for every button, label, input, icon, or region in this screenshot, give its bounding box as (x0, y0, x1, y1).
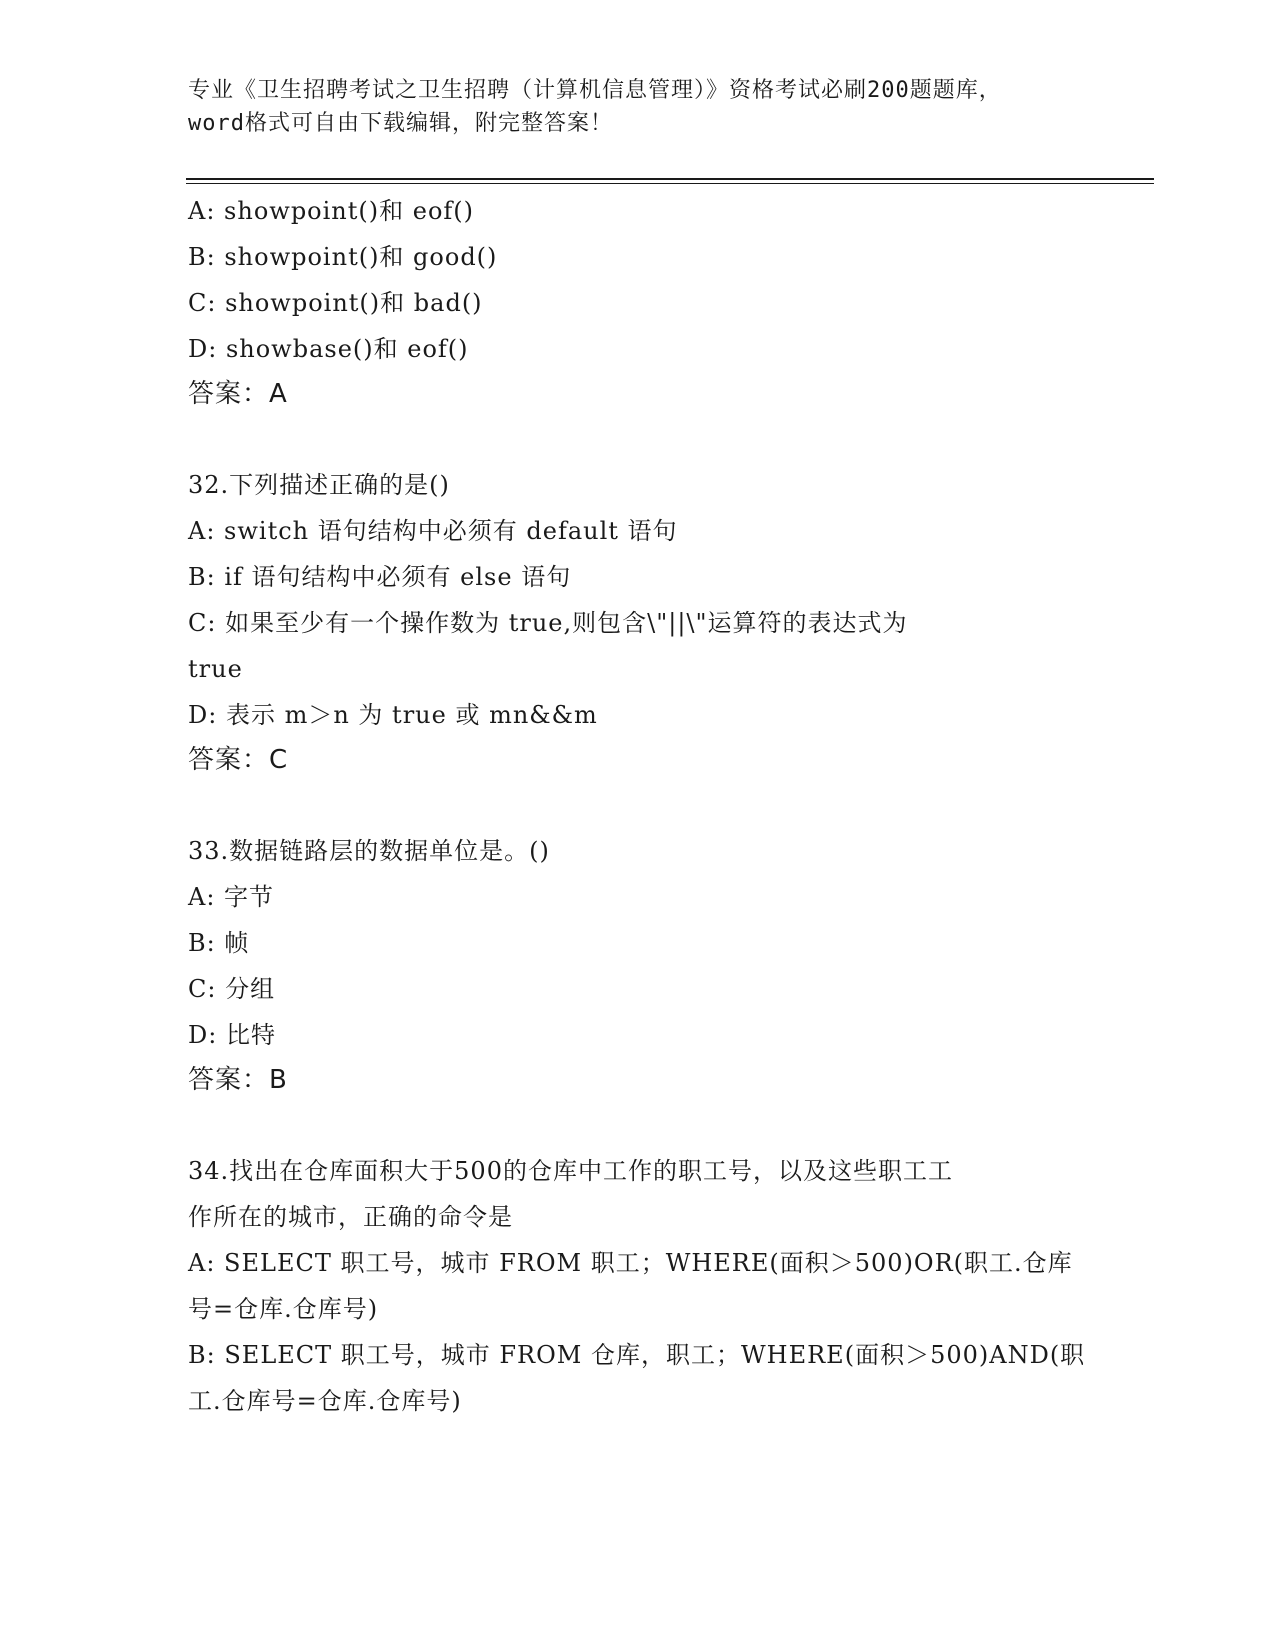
option-b: B: showpoint()和 good() (188, 243, 498, 271)
header-title-line-2: word格式可自由下载编辑，附完整答案！ (188, 111, 613, 136)
spacer (188, 416, 1088, 462)
option-a: A: SELECT 职工号，城市 FROM 职工；WHERE(面积＞500)OR(职工.仓库 (188, 1249, 1073, 1277)
header-divider-thin (186, 183, 1154, 184)
question-33 (188, 828, 1088, 1102)
question-32 (188, 462, 1088, 782)
header-divider-thick (186, 178, 1154, 180)
option-a: A: 字节 (188, 883, 275, 911)
answer-line: 答案：A (188, 379, 288, 409)
option-a-continued: 号=仓库.仓库号) (188, 1295, 379, 1323)
question-text-continued: 作所在的城市，正确的命令是 (188, 1203, 513, 1231)
option-b: B: SELECT 职工号，城市 FROM 仓库，职工；WHERE(面积＞500)AND(职 (188, 1341, 1086, 1369)
option-d: D: showbase()和 eof() (188, 335, 469, 363)
question-text: 33.数据链路层的数据单位是。() (188, 837, 550, 865)
answer-line: 答案：C (188, 745, 289, 775)
option-b: B: if 语句结构中必须有 else 语句 (188, 563, 572, 591)
option-b: B: 帧 (188, 929, 250, 957)
option-d: D: 比特 (188, 1021, 276, 1049)
option-a: A: showpoint()和 eof() (188, 197, 475, 225)
document-header (188, 74, 1088, 140)
question-text: 32.下列描述正确的是() (188, 471, 450, 499)
option-c: C: 如果至少有一个操作数为 true,则包含\"||\"运算符的表达式为 (188, 609, 908, 637)
question-31 (188, 188, 1088, 416)
option-c: C: 分组 (188, 975, 276, 1003)
spacer (188, 1102, 1088, 1148)
question-text: 34.找出在仓库面积大于500的仓库中工作的职工号，以及这些职工工 (188, 1157, 953, 1185)
option-c: C: showpoint()和 bad() (188, 289, 483, 317)
spacer (188, 782, 1088, 828)
question-list (188, 188, 1088, 1424)
question-34 (188, 1148, 1088, 1424)
option-d: D: 表示 m＞n 为 true 或 mn&&m (188, 701, 598, 729)
header-title-line-1: 专业《卫生招聘考试之卫生招聘（计算机信息管理）》资格考试必刷200题题库， (188, 78, 1002, 103)
option-a: A: switch 语句结构中必须有 default 语句 (188, 517, 678, 545)
option-b-continued: 工.仓库号=仓库.仓库号) (188, 1387, 462, 1415)
answer-line: 答案：B (188, 1065, 288, 1095)
option-c-continued: true (188, 655, 243, 683)
